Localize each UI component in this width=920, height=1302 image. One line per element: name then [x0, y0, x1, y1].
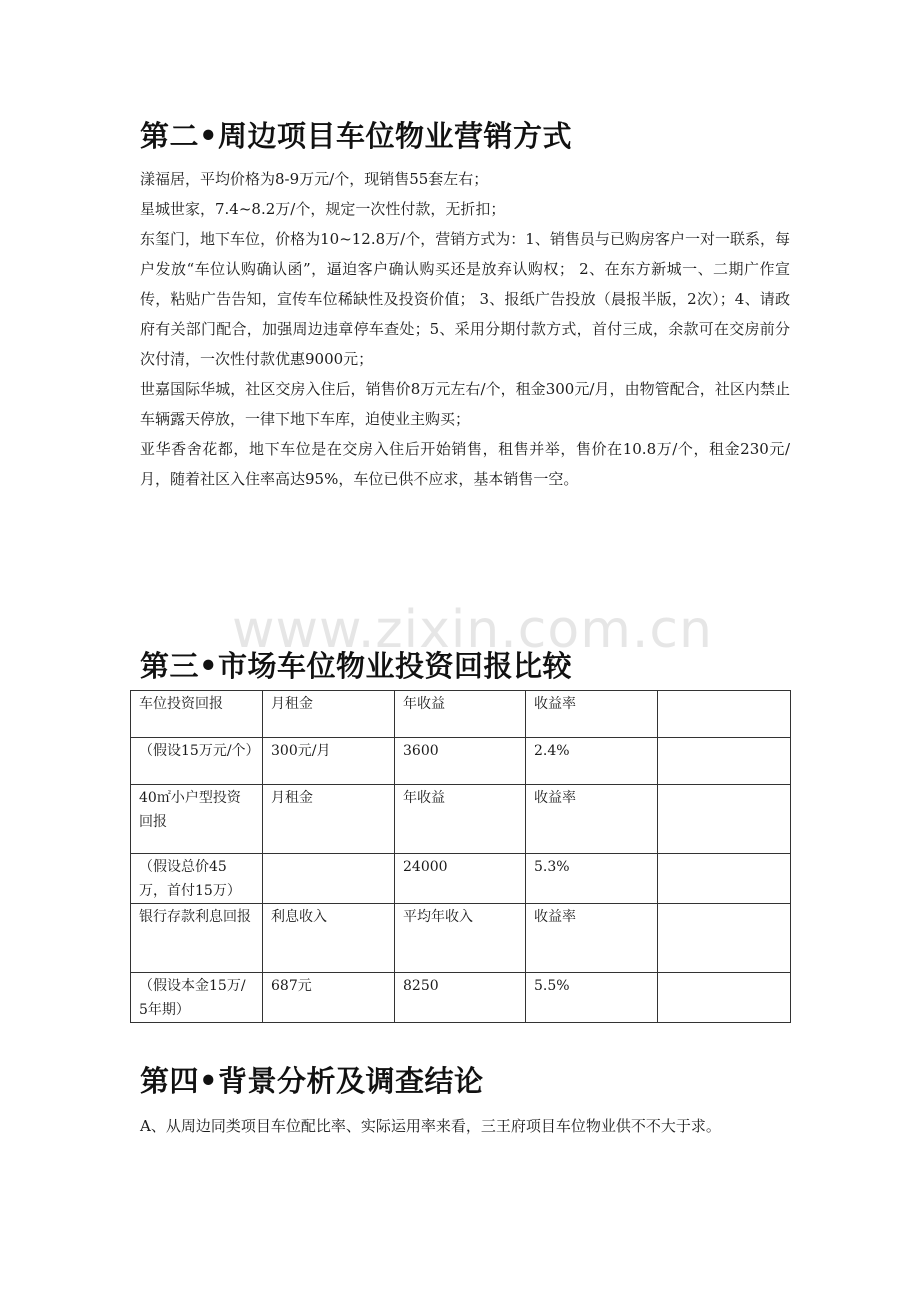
table-cell [658, 854, 791, 904]
table-cell: 40㎡小户型投资回报 [131, 785, 263, 854]
table-cell: （假设本金15万/5年期） [131, 973, 263, 1023]
table-cell: 银行存款利息回报 [131, 904, 263, 973]
table-row [131, 973, 791, 1023]
table-cell: 年收益 [395, 691, 526, 738]
table-cell: 5.3% [526, 854, 658, 904]
paragraph-shijia: 世嘉国际华城，社区交房入住后，销售价8万元左右/个，租金300元/月，由物管配合，社区内禁止车辆露天停放，一律下地下车库，迫使业主购买； [140, 380, 790, 428]
paragraph-xingchengshijia: 星城世家，7.4~8.2万/个，规定一次性付款，无折扣； [140, 200, 506, 218]
table-row [131, 691, 791, 738]
table-cell: 24000 [395, 854, 526, 904]
table-cell: 利息收入 [263, 904, 395, 973]
investment-return-table [130, 690, 791, 1023]
table-cell [658, 904, 791, 973]
table-cell [658, 691, 791, 738]
table-row [131, 904, 791, 973]
table-cell: 687元 [263, 973, 395, 1023]
watermark: www.zixin.com.cn [232, 600, 713, 660]
table-cell: 收益率 [526, 785, 658, 854]
table-cell: 300元/月 [263, 738, 395, 785]
paragraph-yahua: 亚华香舍花都，地下车位是在交房入住后开始销售，租售并举，售价在10.8万/个，租金230元/月，随着社区入住率高达95%，车位已供不应求，基本销售一空。 [140, 440, 790, 488]
table-cell: （假设15万元/个） [131, 738, 263, 785]
table-cell: 5.5% [526, 973, 658, 1023]
paragraph-conclusion-a: A、从周边同类项目车位配比率、实际运用率来看，三王府项目车位物业供不不大于求。 [140, 1117, 721, 1135]
section-3-heading: 第三•市场车位物业投资回报比较 [140, 649, 573, 683]
table-cell: 平均年收入 [395, 904, 526, 973]
table-cell [658, 738, 791, 785]
table-cell: （假设总价45万，首付15万） [131, 854, 263, 904]
table-cell [658, 973, 791, 1023]
table-cell [658, 785, 791, 854]
paragraph-dongximen: 东玺门，地下车位，价格为10~12.8万/个，营销方式为：1、销售员与已购房客户一对一联系，每户发放“车位认购确认函”，逼迫客户确认购买还是放弃认购权； 2、在东方新城一、二期广作宣传，粘贴广告告知，宣传车位稀缺性及投资价值； 3、报纸广告投放（晨报半版，2次）；4、请政府有关部门配合，加强周边违章停车查处；5、采用分期付款方式，首付三成，余款可在交房前分次付清，一次性付款优惠9000元； [140, 230, 790, 368]
table-cell: 2.4% [526, 738, 658, 785]
table-cell: 收益率 [526, 904, 658, 973]
section-2-body [140, 164, 790, 494]
table-cell: 收益率 [526, 691, 658, 738]
section-2-heading: 第二•周边项目车位物业营销方式 [140, 119, 573, 153]
table-cell: 车位投资回报 [131, 691, 263, 738]
table-cell: 月租金 [263, 785, 395, 854]
table-cell [263, 854, 395, 904]
table-cell: 8250 [395, 973, 526, 1023]
table-row [131, 785, 791, 854]
table-cell: 3600 [395, 738, 526, 785]
table-row [131, 738, 791, 785]
table-cell: 月租金 [263, 691, 395, 738]
table-cell: 年收益 [395, 785, 526, 854]
section-4-heading: 第四•背景分析及调查结论 [140, 1064, 484, 1098]
paragraph-yangfuju: 漾福居，平均价格为8-9万元/个，现销售55套左右； [140, 170, 489, 188]
table-row [131, 854, 791, 904]
